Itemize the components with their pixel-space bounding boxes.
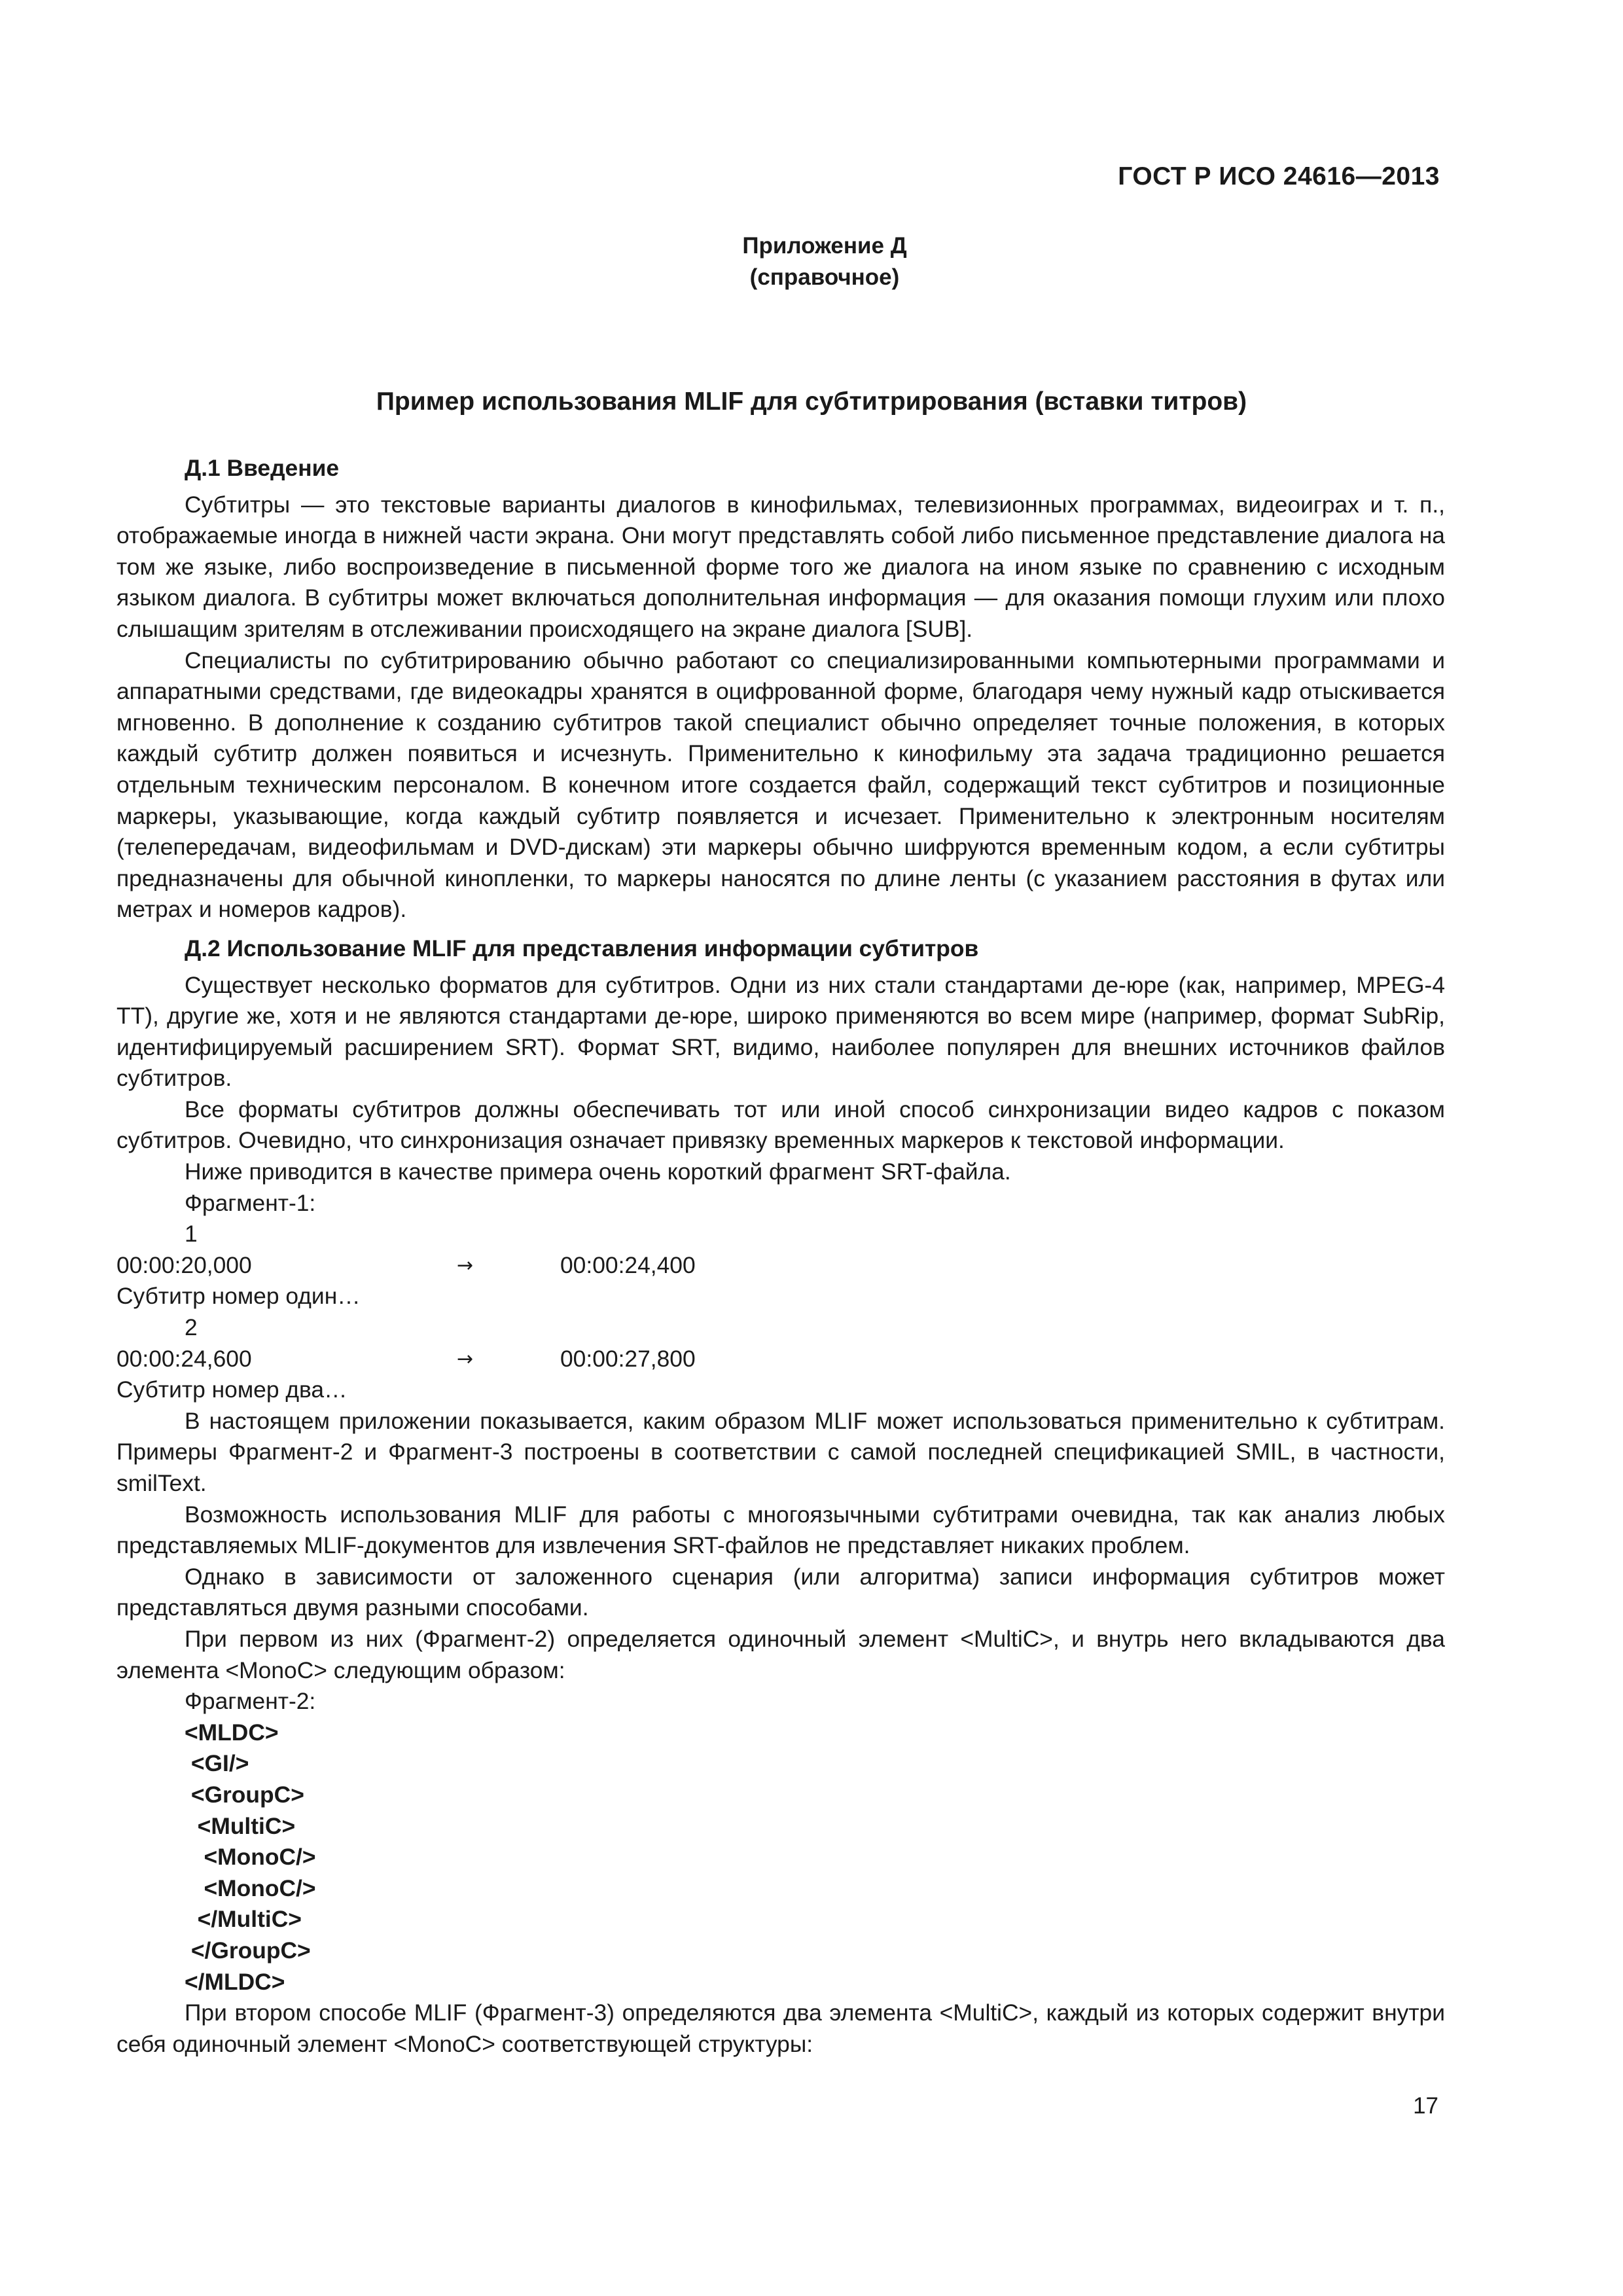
code-line: <GI/>: [185, 1750, 249, 1777]
code-line: <GroupC>: [185, 1781, 304, 1808]
paragraph: Специалисты по субтитрированию обычно работают со специализированными компьютерными программами и аппаратными средствами, где видеокадры хранятся в оцифрованной форме, благодаря чему нужный кадр отыскивается мгновенно. В дополнение к созданию субтитров такой специалист обычно определяет точные положения, в которых каждый субтитр должен появиться и исчезнуть. Применительно к кинофильму эта задача традиционно решается отдельным техническим персоналом. В конечном итоге создается файл, содержащий текст субтитров и позиционные маркеры, указывающие, когда каждый субтитр появляется и исчезает. Применительно к электронным носителям (телепередачам, видеофильмам и DVD-дискам) эти маркеры обычно шифруются временным кодом, а если субтитры предназначены для обычной кинопленки, то маркеры наносятся по длине ленты (с указанием расстояния в футах или метрах и номеров кадров).: [116, 647, 1445, 923]
srt-number: 2: [185, 1314, 198, 1341]
paragraph: Возможность использования MLIF для работы с многоязычными субтитрами очевидна, так как анализ любых представляемых MLIF-документов для извлечения SRT-файлов не представляет никаких проблем.: [116, 1501, 1445, 1559]
paragraph: Все форматы субтитров должны обеспечивать тот или иной способ синхронизации видео кадров с показом субтитров. Очевидно, что синхронизация означает привязку временных маркеров к текстовой информации.: [116, 1096, 1445, 1154]
annex-heading: [0, 230, 1623, 293]
code-line: </GroupC>: [185, 1937, 311, 1964]
paragraph: В настоящем приложении показывается, каким образом MLIF может использоваться применительно к субтитрам. Примеры Фрагмент-2 и Фрагмент-3 построены в соответствии с самой последней спецификацией SMIL, в частности, smilText.: [116, 1407, 1445, 1496]
document-body: [116, 453, 1445, 2060]
arrow-icon: →: [457, 1253, 474, 1277]
srt-start-time: 00:00:24,600: [116, 1345, 252, 1372]
srt-text: Субтитр номер два…: [116, 1376, 348, 1403]
annex-label: Приложение Д: [742, 233, 907, 259]
page-title: Пример использования MLIF для субтитрирования (вставки титров): [376, 387, 1247, 416]
paragraph: Однако в зависимости от заложенного сценария (или алгоритма) записи информация субтитров может представляться двумя разными способами.: [116, 1563, 1445, 1621]
paragraph: Субтитры — это текстовые варианты диалогов в кинофильмах, телевизионных программах, видеоиграх и т. п., отображаемые иногда в нижней части экрана. Они могут представлять собой либо письменное представление диалога на том же языке, либо воспроизведение в письменной форме того же диалога на ином языке по сравнению с исходным языком диалога. В субтитры может включаться дополнительная информация — для оказания помощи глухим или плохо слышащим зрителям в отслеживании происходящего на экране диалога [SUB].: [116, 491, 1445, 642]
section-heading-d2: Д.2 Использование MLIF для представления информации субтитров: [185, 935, 979, 961]
code-line: <MultiC>: [185, 1812, 296, 1839]
srt-timecode-row: [116, 1250, 1445, 1282]
srt-end-time: 00:00:24,400: [560, 1251, 696, 1278]
fragment-1-label: Фрагмент-1:: [185, 1189, 316, 1216]
paragraph: Ниже приводится в качестве примера очень короткий фрагмент SRT-файла.: [185, 1158, 1011, 1185]
code-line: <MLDC>: [185, 1719, 279, 1746]
annex-type: (справочное): [749, 264, 900, 290]
paragraph: При втором способе MLIF (Фрагмент-3) определяются два элемента <MultiC>, каждый из которых содержит внутри себя одиночный элемент <MonoC> соответствующей структуры:: [116, 2000, 1445, 2057]
document-code: ГОСТ Р ИСО 24616—2013: [1118, 162, 1440, 190]
code-line: </MLDC>: [185, 1968, 285, 1995]
srt-number: 1: [185, 1221, 198, 1247]
fragment-2-label: Фрагмент-2:: [185, 1688, 316, 1715]
srt-timecode-row: [116, 1344, 1445, 1375]
section-heading-d1: Д.1 Введение: [185, 455, 340, 481]
paragraph: При первом из них (Фрагмент-2) определяется одиночный элемент <MultiC>, и внутрь него вкладываются два элемента <MonoC> следующим образом:: [116, 1625, 1445, 1683]
code-line: <MonoC/>: [185, 1844, 316, 1871]
arrow-icon: →: [457, 1347, 474, 1371]
srt-text: Субтитр номер один…: [116, 1283, 361, 1310]
srt-start-time: 00:00:20,000: [116, 1251, 252, 1278]
srt-end-time: 00:00:27,800: [560, 1345, 696, 1372]
code-line: </MultiC>: [185, 1906, 302, 1933]
page-number: 17: [1413, 2093, 1438, 2119]
paragraph: Существует несколько форматов для субтитров. Одни из них стали стандартами де-юре (как, например, MPEG-4 TT), другие же, хотя и не являются стандартами де-юре, широко применяются во всем мире (например, формат SubRip, идентифицируемый расширением SRT). Формат SRT, видимо, наиболее популярен для внешних источников файлов субтитров.: [116, 971, 1445, 1092]
code-line: <MonoC/>: [185, 1874, 316, 1901]
